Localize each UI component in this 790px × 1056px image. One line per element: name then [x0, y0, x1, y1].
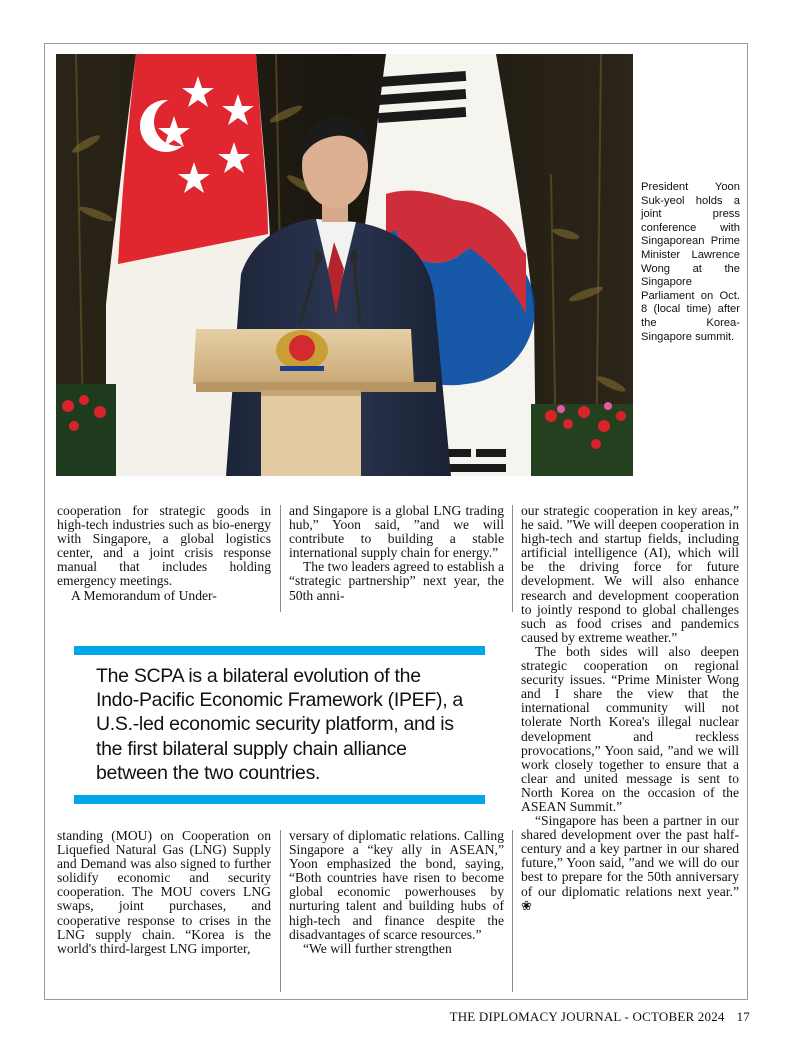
- pullquote-bar-bottom: [74, 795, 485, 804]
- column-rule: [280, 505, 281, 612]
- paragraph: [521, 814, 739, 913]
- article-col1-top: [57, 504, 271, 603]
- page-footer: [420, 1009, 750, 1025]
- paragraph: The two leaders agreed to establish a “strategic partnership” next year, the 50th anni-: [289, 559, 504, 603]
- column-rule: [512, 830, 513, 992]
- paragraph: A Memorandum of Under-: [71, 587, 217, 603]
- column-rule: [512, 505, 513, 612]
- press-conference-photo: [56, 54, 633, 476]
- end-mark-icon: ❀: [521, 897, 532, 913]
- paragraph: our strategic cooperation in key areas,” he said. ”We will deepen cooperation in high-tech and startup fields, including artificial intelligence (AI), which will be the driving force for future development. We will also enhance research and development cooperation to jointly respond to global challenges such as food crises and pandemics caused by extreme weather.”: [521, 503, 739, 645]
- paragraph: and Singapore is a global LNG trading hub,” Yoon said, ”and we will contribute to building a stable international supply chain for energy.”: [289, 503, 504, 561]
- column-rule: [280, 830, 281, 992]
- article-col3: [521, 504, 739, 913]
- paragraph: standing (MOU) on Cooperation on Liquefied Natural Gas (LNG) Supply and Demand was also signed to further solidify economic and security cooperation. The MOU covers LNG swaps, joint purchases, and cooperative response to crises in the LNG supply chain. “Korea is the world's third-largest LNG importer,: [57, 828, 271, 956]
- page-number: 17: [736, 1009, 750, 1024]
- article-col2-top: [289, 504, 504, 603]
- paragraph: cooperation for strategic goods in high-tech industries such as bio-energy with Singapore, a global logistics center, and a joint crisis response manual that includes holding emergency meetings.: [57, 503, 271, 589]
- pullquote-bar-top: [74, 646, 485, 655]
- paragraph: The both sides will also deepen strategic cooperation on regional security issues. “Prime Minister Wong and I share the view that the international community will not tolerate North Korea's illegal nuclear development and reckless provocations,” Yoon said, ”and we will work closely together to ensure that a clear and united message is sent to North Korea on the occasion of the ASEAN Summit.”: [521, 643, 739, 814]
- paragraph: “We will further strengthen: [303, 940, 452, 956]
- paragraph: versary of diplomatic relations. Calling Singapore a “key ally in ASEAN,” Yoon emphasized the bond, saying, “Both countries have risen to become global economic powerhouses by nurturing talent and building hubs of high-tech and finance despite the disadvantages of scarce resources.”: [289, 828, 504, 942]
- article-col1-bottom: [57, 829, 271, 956]
- publication-name: THE DIPLOMACY JOURNAL - OCTOBER 2024: [449, 1009, 725, 1024]
- article-col2-bottom: [289, 829, 504, 956]
- photo-caption: President Yoon Suk-yeol holds a joint press conference with Singaporean Prime Minister Lawrence Wong at the Singapore Parliament on Oct. 8 (local time) after the Korea-Singapore summit.: [641, 181, 740, 343]
- paragraph-text: “Singapore has been a partner in our shared development over the past half-century and a key partner in our shared future,” Yoon said, ”and we will do our best to prepare for the 50th anniversary of our diplomatic relations next year.”: [521, 813, 739, 899]
- pull-quote: The SCPA is a bilateral evolution of the Indo-Pacific Economic Framework (IPEF), a U.S.-led economic security platform, and is the first bilateral supply chain alliance between the two countries.: [96, 665, 463, 784]
